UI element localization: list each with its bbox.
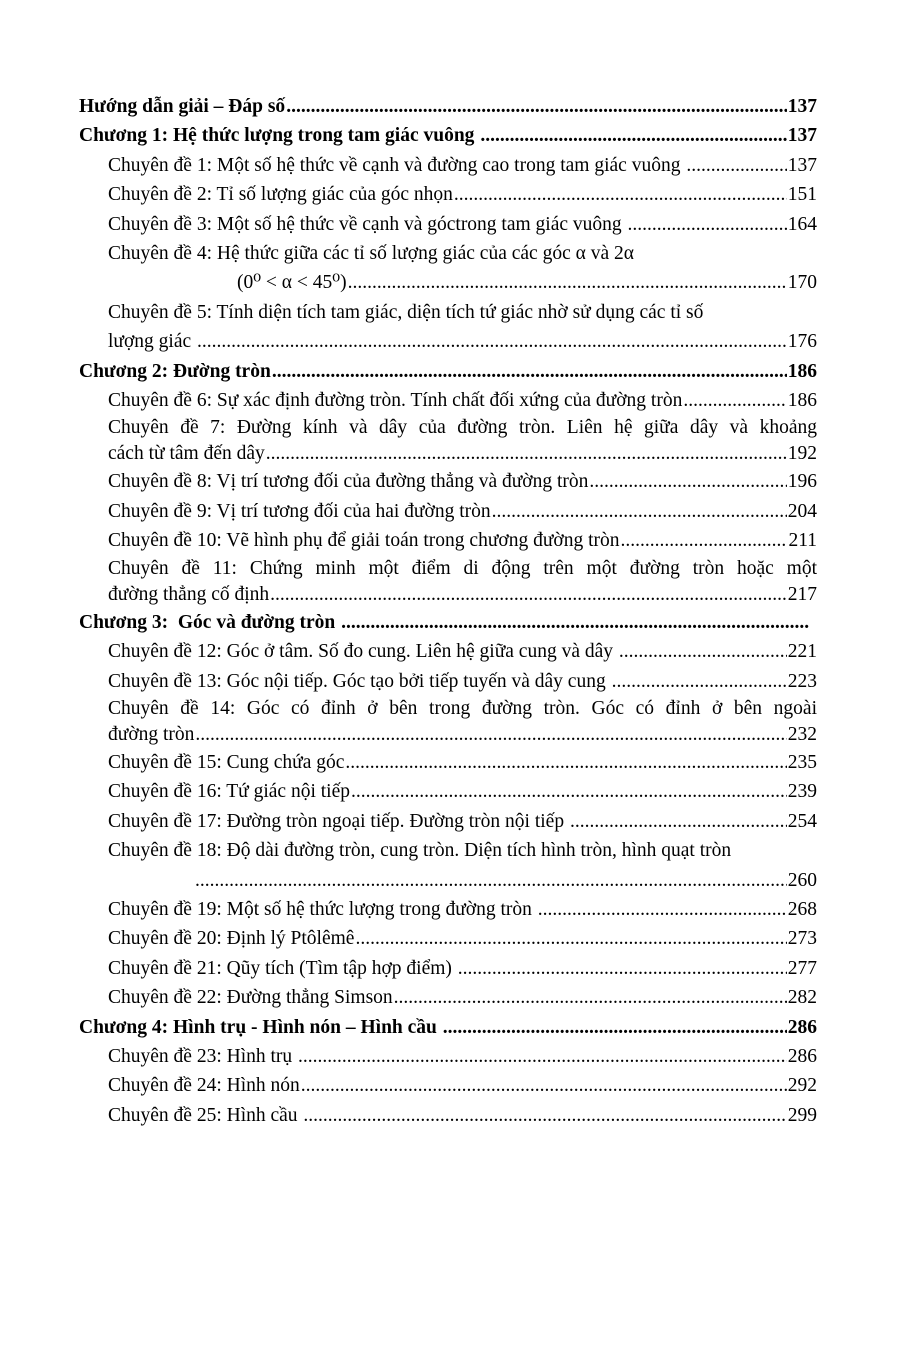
- entry-page: 254: [787, 810, 817, 832]
- entry-page: 292: [787, 1075, 817, 1097]
- leader-dots: [266, 441, 787, 467]
- toc-entry-topic-4[interactable]: [79, 239, 817, 298]
- toc-entry-topic-19[interactable]: [108, 895, 817, 924]
- entry-page: 286: [787, 1016, 817, 1038]
- entry-title: Chuyên đề 12: Góc ở tâm. Số đo cung. Liên hệ giữa cung và dây: [108, 641, 618, 663]
- entry-page: 221: [787, 641, 817, 663]
- toc-entry-topic-7[interactable]: [108, 415, 817, 467]
- leader-dots: [492, 497, 787, 526]
- entry-title: Chuyên đề 19: Một số hệ thức lượng trong đường tròn: [108, 898, 537, 920]
- leader-dots: [443, 1013, 787, 1042]
- entry-title: Chuyên đề 13: Góc nội tiếp. Góc tạo bởi tiếp tuyến và dây cung: [108, 670, 611, 692]
- entry-title-line2: cách từ tâm đến dây: [108, 443, 265, 465]
- entry-title-line1: Chuyên đề 5: Tính diện tích tam giác, diện tích tứ giác nhờ sử dụng các tỉ số: [108, 301, 704, 323]
- entry-title: Chương 3: Góc và đường tròn: [79, 611, 341, 633]
- toc-entry-topic-9[interactable]: [108, 497, 817, 526]
- leader-dots: [303, 1101, 786, 1130]
- leader-dots: [351, 777, 787, 806]
- toc-entry-topic-20[interactable]: [108, 924, 817, 953]
- toc-entry-topic-16[interactable]: [108, 777, 817, 806]
- toc-entry-topic-1[interactable]: [108, 151, 817, 180]
- toc-entry-topic-10[interactable]: [108, 526, 817, 555]
- leader-dots: [454, 180, 787, 209]
- toc-entry-topic-14[interactable]: [108, 696, 817, 748]
- entry-page: 232: [787, 723, 817, 745]
- toc-entry-topic-12[interactable]: [108, 637, 817, 666]
- entry-title: Chuyên đề 9: Vị trí tương đối của hai đường tròn: [108, 500, 491, 522]
- entry-page: 192: [787, 443, 817, 465]
- leader-dots: [301, 1071, 787, 1100]
- entry-title: Chuyên đề 10: Vẽ hình phụ để giải toán trong chương đường tròn: [108, 530, 620, 552]
- leader-dots: [348, 268, 787, 297]
- entry-title: Chuyên đề 25: Hình cầu: [108, 1104, 303, 1126]
- leader-dots: [298, 1042, 787, 1071]
- leader-dots: [197, 327, 787, 356]
- toc-entry-topic-8[interactable]: [108, 467, 817, 496]
- entry-page: 235: [787, 751, 817, 773]
- entry-title: Chuyên đề 24: Hình nón: [108, 1075, 300, 1097]
- entry-page: 223: [787, 670, 817, 692]
- leader-dots: [345, 748, 786, 777]
- entry-title: Chuyên đề 8: Vị trí tương đối của đường thẳng và đường tròn: [108, 471, 589, 493]
- entry-page: 196: [787, 471, 817, 493]
- entry-title: Chuyên đề 2: Tỉ số lượng giác của góc nhọn: [108, 184, 453, 206]
- entry-page: 217: [787, 583, 817, 605]
- entry-page: 204: [787, 500, 817, 522]
- entry-page: 277: [787, 957, 817, 979]
- entry-title-line2: lượng giác: [108, 331, 197, 353]
- leader-dots: [612, 667, 787, 696]
- leader-dots: [683, 386, 786, 415]
- entry-title: Chuyên đề 20: Định lý Ptôlêmê: [108, 928, 355, 950]
- entry-title-line1: Chuyên đề 14: Góc có đỉnh ở bên trong đường tròn. Góc có đỉnh ở bên ngoài: [108, 697, 817, 719]
- entry-page: 164: [787, 213, 817, 235]
- entry-page: 273: [787, 928, 817, 950]
- entry-page: 170: [787, 272, 817, 294]
- entry-page: 186: [787, 390, 817, 412]
- entry-title: Chuyên đề 15: Cung chứa góc: [108, 751, 345, 773]
- leader-dots: [686, 151, 786, 180]
- leader-dots: [355, 924, 786, 953]
- entry-page: 211: [788, 530, 817, 552]
- leader-dots: [195, 866, 787, 895]
- toc-entry-topic-17[interactable]: [108, 807, 817, 836]
- entry-page: 176: [787, 331, 817, 353]
- leader-dots: [621, 526, 788, 555]
- toc-entry-chapter-3[interactable]: [79, 608, 817, 637]
- leader-dots: [589, 467, 786, 496]
- toc-entry-topic-15[interactable]: [108, 748, 817, 777]
- entry-title: Chuyên đề 3: Một số hệ thức về cạnh và góctrong tam giác vuông: [108, 213, 627, 235]
- leader-dots: [341, 608, 810, 637]
- entry-title: Chuyên đề 1: Một số hệ thức về cạnh và đường cao trong tam giác vuông: [108, 154, 686, 176]
- leader-dots: [480, 121, 786, 150]
- toc-entry-topic-18[interactable]: [79, 836, 817, 895]
- entry-title: Chuyên đề 23: Hình trụ: [108, 1045, 298, 1067]
- entry-page: 186: [787, 360, 817, 382]
- entry-title: Hướng dẫn giải – Đáp số: [79, 96, 286, 117]
- leader-dots: [286, 92, 787, 121]
- toc-entry-intro[interactable]: [79, 92, 817, 121]
- entry-title: Chuyên đề 6: Sự xác định đường tròn. Tính chất đối xứng của đường tròn: [108, 390, 683, 412]
- entry-title-line2: đường thẳng cố định: [108, 583, 270, 605]
- entry-title: Chương 2: Đường tròn: [79, 360, 271, 382]
- leader-dots: [458, 954, 787, 983]
- leader-dots: [195, 722, 786, 748]
- entry-page: 151: [787, 184, 817, 206]
- toc-entry-chapter-4[interactable]: [79, 1013, 817, 1042]
- toc-entry-chapter-1[interactable]: [79, 121, 817, 150]
- entry-title-line1: Chuyên đề 4: Hệ thức giữa các tỉ số lượng giác của các góc α và 2α: [108, 243, 634, 265]
- leader-dots: [619, 637, 787, 666]
- toc-entry-topic-5[interactable]: [79, 298, 817, 357]
- entry-page: 260: [787, 869, 817, 891]
- toc-entry-topic-3[interactable]: [108, 210, 817, 239]
- entry-title-line1: Chuyên đề 18: Độ dài đường tròn, cung tròn. Diện tích hình tròn, hình quạt tròn: [108, 840, 732, 862]
- toc-entry-topic-24[interactable]: [108, 1071, 817, 1100]
- toc-entry-topic-21[interactable]: [108, 954, 817, 983]
- entry-title: Chuyên đề 21: Qũy tích (Tìm tập hợp điểm): [108, 957, 457, 979]
- entry-page: 137: [787, 154, 817, 176]
- entry-page: 299: [787, 1104, 817, 1126]
- entry-title-line1: Chuyên đề 7: Đường kính và dây của đường tròn. Liên hệ giữa dây và khoảng: [108, 417, 817, 439]
- entry-title: Chuyên đề 17: Đường tròn ngoại tiếp. Đường tròn nội tiếp: [108, 810, 569, 832]
- entry-page: 268: [787, 898, 817, 920]
- leader-dots: [272, 357, 787, 386]
- toc-entry-topic-23[interactable]: [108, 1042, 817, 1071]
- entry-page: 282: [787, 987, 817, 1009]
- entry-title: Chương 1: Hệ thức lượng trong tam giác vuông: [79, 125, 480, 147]
- entry-page: 137: [787, 125, 817, 147]
- leader-dots: [394, 983, 787, 1012]
- entry-title: Chuyên đề 22: Đường thẳng Simson: [108, 987, 393, 1009]
- entry-page: 137: [787, 96, 817, 117]
- entry-title-line2: (0⁰ < α < 45⁰): [237, 272, 347, 294]
- entry-page: 286: [787, 1045, 817, 1067]
- leader-dots: [570, 807, 787, 836]
- entry-title: Chuyên đề 16: Tứ giác nội tiếp: [108, 781, 350, 803]
- toc-entry-topic-2[interactable]: [108, 180, 817, 209]
- toc-entry-topic-13[interactable]: [108, 667, 817, 696]
- toc-entry-topic-11[interactable]: [108, 556, 817, 608]
- entry-page: 239: [787, 781, 817, 803]
- leader-dots: [628, 210, 787, 239]
- toc-entry-chapter-2[interactable]: [79, 357, 817, 386]
- toc-entry-topic-22[interactable]: [108, 983, 817, 1012]
- entry-title: Chương 4: Hình trụ - Hình nón – Hình cầu: [79, 1016, 442, 1038]
- entry-title-line2: đường tròn: [108, 723, 195, 745]
- toc-entry-topic-6[interactable]: [108, 386, 817, 415]
- leader-dots: [538, 895, 787, 924]
- table-of-contents: [79, 92, 817, 1130]
- leader-dots: [270, 582, 787, 608]
- entry-title-line1: Chuyên đề 11: Chứng minh một điểm di động trên một đường tròn hoặc một: [108, 557, 817, 579]
- toc-entry-topic-25[interactable]: [108, 1101, 817, 1130]
